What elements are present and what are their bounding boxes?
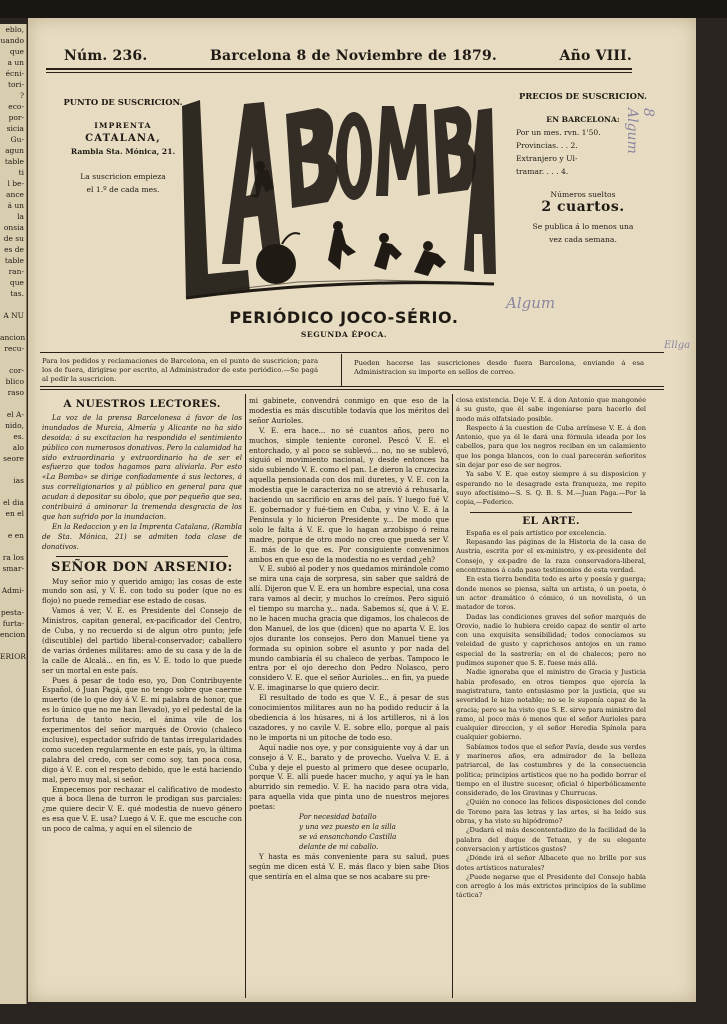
previous-page-fragment: ancion — [0, 333, 26, 342]
previous-page-fragment: recu- — [4, 344, 24, 353]
previous-page-fragment: eblo, — [5, 25, 24, 34]
prices-heading: PRECIOS DE SUSCRICION. — [519, 91, 647, 101]
arte-paragraph-10: ¿Puede negarse que el Presidente del Consejo habla con arreglo á los más extrictos principios de la sublime táctica? — [456, 872, 646, 900]
column-divider-1 — [245, 394, 246, 998]
column-2 — [249, 396, 449, 998]
logo-letter-a — [222, 102, 282, 264]
logo-letter-m — [376, 104, 430, 196]
imprenta-label: IMPRENTA — [94, 121, 152, 130]
previous-page-fragment: ran- — [8, 267, 24, 276]
previous-page-fragment — [0, 299, 24, 310]
arte-paragraph-6: Sabíamos todos que el señor Pavía, desde sus verdes y marineros años, era admirador de la belleza patriarcal, de las costumbres y de la consecuencia política; principios artísticos que no ha podido borrar el tiempo en el ilustre sucesor, oficial ó hiperbólicamente considerado, de los Gravinas y Churrucas. — [456, 742, 646, 798]
previous-page-fragment: pesta- — [0, 608, 24, 617]
figure-3-icon — [414, 250, 446, 276]
previous-page-fragment: ERIOR — [0, 652, 26, 661]
logo-letter-b2 — [434, 106, 476, 194]
subscription-start-2: el 1.º de cada mes. — [86, 185, 160, 194]
previous-page-fragment — [0, 486, 24, 497]
heading-senor-don-arsenio: SEÑOR DON ARSENIO: — [51, 559, 233, 575]
previous-page-fragment: agun — [5, 146, 24, 155]
previous-page-fragment: Admi- — [1, 586, 24, 595]
previous-page-fragment: ance — [6, 190, 24, 199]
arsenio-paragraph-1: Muy señor mio y querido amigo; las cosas de este mundo son así, y V. E. con todo su poder (que no es flojo) no puede remediar ese estado de cosas. — [42, 576, 242, 606]
notice-left: Para los pedidos y reclamaciones de Barcelona, en el punto de suscricion; para los de fuera, dirigirse por escrito, al Administrador de este periódico.—Se pagá al pedir la suscricion. — [42, 357, 318, 383]
arte-paragraph-4: Dadas las condiciones graves del señor marqués de Orovio, nadie lo hubiera creido capaz de sentir el arte con una exquisita sensibilidad; todos conocíamos su veleidad de gusto y caprichosos antojos en un ramo especial de la sastrería; en el de chalecos; pero no pudimos suponer que S. E. fuese más allá. — [456, 612, 646, 668]
arte-paragraph-1: España es el país artístico por excelencia. — [466, 528, 607, 537]
column-2-paragraph-6: Y hasta es más conveniente para su salud, pues según me dicen está V. E. más flaco y bien sabe Dios que sentiría en el alma que se nos acabare su pre- — [249, 851, 449, 881]
single-copy-price: 2 cuartos. — [541, 199, 625, 215]
masthead-top-line — [64, 48, 632, 64]
previous-page-fragment: ti — [18, 168, 24, 177]
top-dark-edge — [0, 0, 727, 18]
previous-page-fragment: el dia — [3, 498, 24, 507]
previous-page-fragment — [0, 321, 24, 332]
handwritten-note-1: Algum — [506, 294, 556, 312]
verse-line-2: y una vez puesto en la silla — [299, 821, 396, 831]
place-date: Barcelona 8 de Noviembre de 1879. — [210, 48, 497, 64]
arte-paragraph-8: ¿Dudará el más descontentadizo de la facilidad de la palabra del duque de Tetuan, y de su elegante conversacion y artísticos gustos? — [456, 826, 646, 853]
column-1-separator — [56, 556, 228, 557]
previous-page-fragments — [0, 24, 26, 662]
column-3-signature: Ya sabe V. E. que estoy siempre á su disposicion y esperando no le desagrade esta franqueza, me repito suyo afectísimo—S. S. Q. B. S. M.—Juan Paga.—Por la copia,—Federico. — [456, 470, 646, 507]
la-bomba-logo — [178, 84, 498, 306]
publication-frequency-2: vez cada semana. — [549, 235, 617, 244]
notice-bottom-rule — [40, 386, 664, 387]
previous-page-fragment: encion — [0, 630, 26, 639]
periodico-subtitle: PERIÓDICO JOCO-SÉRIO. — [229, 308, 459, 327]
previous-page-fragment — [0, 398, 24, 409]
previous-page-fragment: tas. — [10, 289, 24, 298]
column-1 — [42, 396, 242, 998]
previous-page-fragment: por- — [8, 113, 24, 122]
arsenio-paragraph-2: Vamos á ver, V. E. es Presidente del Consejo de Ministros, capitan general, ex-pacificador del Centro, de Cuba, y no recuerdo si de algun otro punto; jefe (discutible) del partido liberal-conservador; caballero de varias órdenes militares: amo de su casa y de la de la calle de Alcalá... en fin, es V. E. todo lo que puede ser un mortal en este país. — [42, 606, 242, 675]
verse-line-3: se vá ensanchando Castilla — [299, 831, 397, 841]
column-2-paragraph-5: Aquí nadie nos oye, y por consiguiente voy á dar un consejo á V. E., barato y de provecho. Vuelva V. E. á Cuba y deje el puesto al primero que desee ocuparlo, porque V. E. allí puede hacer mucho, y aquí ya le han aburrido sin remedio. V. E. ha nacido para otra vida, para aquella vida que pinta uno de nuestros mejores poetas: — [249, 742, 449, 812]
previous-page-fragment — [0, 640, 24, 651]
notice-divider — [341, 354, 342, 386]
column-2-paragraph-3: V. E. subió al poder y nos quedamos mirándole como se mira una caja de sorpresa, sin saber que saldrá de allí. Dijeron que V. E. era un hombre especial, una cosa rara vamos al decir, y muchos lo creímos. Pero siguió el tiempo su marcha y... nada. Sabemos sí, que á V. E. no le hacen mucha gracia que digamos, los chalecos de don Manuel, de los que (dicen) que no aparta V. E. los ojos durante los consejos. Pero don Manuel tiene ya formada su opinion sobre el asunto y por nada del mundo cambiaría él su chaleco de yerbas. Tampoco le entra por el ojo derecho don Pedro Nolasco, pero considero V. E. que el señor Aurioles... en fin, ya puede V. E. imaginarse lo que quiero decir. — [249, 564, 449, 693]
imprenta-address: Rambla Sta. Mónica, 21. — [70, 147, 176, 156]
masthead-rule — [46, 68, 632, 70]
segunda-epoca: SEGUNDA ÉPOCA. — [300, 330, 388, 339]
verse-line-1: Por necesidad batallo — [299, 812, 377, 822]
figure-2-icon — [374, 242, 402, 270]
handwritten-note-3: Ellga — [664, 340, 691, 351]
numeros-sueltos: Números sueltos — [550, 190, 616, 199]
subscription-point-heading: PUNTO DE SUSCRICION. — [63, 97, 183, 107]
previous-page-fragment: raso — [7, 388, 24, 397]
previous-page-fragment: alo — [12, 443, 24, 452]
previous-page-fragment: eco- — [8, 102, 24, 111]
previous-page-fragment: onsia — [3, 223, 24, 232]
previous-page-fragment: furta- — [2, 619, 24, 628]
previous-page-fragment: sicia — [6, 124, 24, 133]
previous-page-fragment: uando — [0, 36, 24, 45]
previous-page-fragment: ias — [13, 476, 24, 485]
previous-page-fragment: Gu- — [10, 135, 24, 144]
column-3-paragraph-2: Respecto á la cuestion de Cuba arrímese V. E. á don Antonio, que ya él le dará una fórmula ideada por los cabellos, para que los negros reciban en un calamiento que los ponga blancos, con lo cual parecerán señoritos sin dejar por eso de ser negros. — [456, 423, 646, 470]
masthead-rule-thin — [46, 72, 632, 73]
handwritten-note-2: 8 Algum — [624, 108, 656, 154]
previous-page-fragment: a un — [7, 58, 24, 67]
previous-page-edge — [0, 24, 27, 1004]
previous-page-fragment: que — [9, 47, 24, 56]
price-row-4: tramar. . . . 4. — [516, 167, 569, 176]
previous-page-fragment: tori- — [7, 80, 24, 89]
subscription-point-box — [48, 96, 198, 196]
column-3-separator — [470, 512, 632, 513]
previous-page-fragment: nido, — [5, 421, 24, 430]
column-3-paragraph-1: ciosa existencia. Deje V. E. á don Antonio que mangonée á su gusto, que él sabe ingeniarse para hacerlo del modo más olfatsiado posible. — [456, 396, 646, 423]
arsenio-paragraph-3: Pues á pesar de todo eso, yo, Don Contribuyente Español, ó Juan Pagá, que no tengo sobre que caerme muerto (de lo que doy á V. E. mi palabra de honor, que es lo único que no me han llevado), yo el pedestal de la fortuna de tanto necio, el ánima vile de los experimentos del señor marqués de Orovio (chaleco inclusive), espectador sufrido de tantas irregularidades como suceden regularmente en este país, yo, la última palabra del credo, con ser como soy, tan poca cosa, digo á V. E. con el respeto debido, que le está haciendo mal, pero muy mal, si señor. — [42, 675, 242, 784]
previous-page-fragment: es de — [4, 245, 24, 254]
issue-number: Núm. 236. — [64, 48, 148, 64]
price-row-2: Provincias. . . 2. — [516, 141, 578, 150]
previous-page-fragment: que — [9, 278, 24, 287]
subscription-start-1: La suscricion empieza — [80, 172, 166, 181]
prices-city: EN BARCELONA: — [546, 115, 620, 124]
previous-page-fragment — [0, 519, 24, 530]
previous-page-fragment — [0, 541, 24, 552]
column-3 — [456, 396, 646, 998]
previous-page-fragment: ? — [19, 91, 24, 100]
previous-page-fragment: écni- — [5, 69, 24, 78]
previous-page-fragment: en el — [5, 509, 24, 518]
figure-1-icon — [328, 230, 356, 270]
price-row-3: Extranjero y Ul- — [516, 154, 578, 163]
logo-letter-b — [286, 108, 338, 208]
column-2-paragraph-4: El resultado de todo es que V. E., á pesar de sus conocimientos militares aun no ha podido reducir á la obediencia á los húsares, ni á los artilleros, ni á los cazadores, y no cavile V. E. sobre ello, porque al país no le importa ni un pitoche de todo eso. — [249, 693, 449, 742]
previous-page-fragment: cor- — [9, 366, 24, 375]
arsenio-paragraph-4: Empecemos por rechazar el calificativo de modesto que á boca llena de turron le prodigan sus parciales: ¿me quiere decir V. E. qué modestia de nuevo género es esa que V. E. usa? Luego á V. E. que me escuche con un poco de calma, y aquí en el silencio de — [42, 784, 242, 834]
column-2-paragraph-2: V. E. era hace... no sé cuantos años, pero no muchos, simple teniente coronel. Pescó V. E. el entorchado, y al poco se sublevó... no, no se sublevó, siguió el movimiento nacional, y desde entonces ha sido subiendo V. E. como el pan. Le dieron la cruzeciza aquella pensionada con dos mil duretes, y V. E. con la modestia que le caracteriza no se atrevió á rehusarla, haciendo un sacrificio en aras del país. Y luego fué V. E. gobernador y fué-tiem en Cuba, y vino V. E. á la Península y lo hicieron Presidente y... De modo que solo le falta á V. E. que lo hagan arzobispo ó reina madre, porque de otro modo no creo que pueda ser V. E. más de lo que es. Por consiguiente convenimos ambos en que eso de la modestia no es verdad ¿eh? — [249, 425, 449, 564]
notice-right: Pueden hacerse las suscriciones desde fuera Barcelona, enviando á esa Administracion su importe en sellos de correo. — [354, 359, 644, 376]
previous-page-fragment: ra los — [2, 553, 24, 562]
previous-page-fragment: el A- — [6, 410, 24, 419]
heading-el-arte: EL ARTE. — [522, 514, 580, 527]
arte-paragraph-5: Nadie ignoraba que el ministro de Gracia y Justicia había profesado, en otros tiempos que ejercía la magistratura, tanto entusiasmo por la justicia, que su severidad le hizo notable; no se le suponía capaz de la gracia; pero se ha visto que S. E. sirve para ministro del ramo, al poco más ó menos que el señor Aurioles para cualquier direccion, y el señor Heredia Spínola para cualquier gobierno. — [456, 668, 646, 742]
column-divider-2 — [452, 394, 453, 998]
previous-page-fragment: seore — [3, 454, 24, 463]
arte-paragraph-2: Repasando las páginas de la Historia de la casa de Austria, escrita por el ex-ministro, y ex-presidente del Consejo, y ex-padre de la raza conservadora-liberal, encontramos á cada paso testimonios de esta verdad. — [456, 538, 646, 575]
price-row-1: Por un mes. rvn. 1'50. — [516, 128, 601, 137]
previous-page-fragment — [0, 596, 24, 607]
previous-page-fragment: table — [4, 157, 24, 166]
previous-page-fragment: de su — [3, 234, 24, 243]
previous-page-fragment: l be- — [7, 179, 24, 188]
arte-paragraph-9: ¿Dónde irá el señor Albacete que no brille por sus dotes artísticos naturales? — [456, 854, 646, 872]
notice-bottom-rule-2 — [40, 389, 664, 390]
previous-page-fragment: table — [4, 256, 24, 265]
previous-page-fragment: la — [17, 212, 24, 221]
previous-page-fragment — [0, 464, 24, 475]
previous-page-fragment: e en — [7, 531, 24, 540]
lectores-paragraph-1: La voz de la prensa Barcelonesa á favor de los inundados de Murcia, Almería y Alicante no ha sido desoida: á su excitacion ha respondido el sentimiento público con numerosos donativos. Pero la calamidad ha sido extraordinaria y extraordinario ha de ser el esfuerzo que todos hagamos para aliviarla. Por esto «La Bomba» se dirige confiadamente á sus lectores, á sus correligionarios y al público en general para que acudan á depositar su óbolo, que por pequeño que sea, contribuirá á aminorar la tremenda desgracia de los que han sufrido por la inundacion. — [42, 412, 242, 521]
previous-page-fragment: smar- — [2, 564, 24, 573]
imprenta-name: CATALANA, — [85, 133, 161, 144]
arte-paragraph-3: En esta tierra bendita todo es arte y poesía y guerga; donde menos se piensa, salta un artista, ó un poeta, ó un actor dramático ó cómico, ó un novelista, ó un matador de toros. — [456, 575, 646, 612]
bomb-icon — [256, 244, 296, 284]
notice-top-rule — [40, 352, 664, 353]
previous-page-fragment: A NU — [3, 311, 24, 320]
newspaper-page — [28, 18, 696, 1002]
previous-page-fragment: blico — [5, 377, 24, 386]
previous-page-fragment: á un — [7, 201, 24, 210]
verse-line-4: delante de mi caballo. — [299, 841, 379, 851]
arte-paragraph-7: ¿Quién no conoce las felices disposiciones del conde de Toreno para las letras y las artes, si ha leído sus obras, y ha visto su hipódromo? — [456, 798, 646, 826]
heading-a-nuestros-lectores: A NUESTROS LECTORES. — [63, 398, 221, 410]
previous-page-fragment — [0, 354, 24, 365]
year-volume: Año VIII. — [559, 48, 632, 64]
column-2-paragraph-1: mi gabinete, convendrá conmigo en que eso de la modestia es más discutible todavía que los méritos del señor Aurioles. — [249, 396, 449, 425]
publication-frequency-1: Se publica á lo menos una — [532, 222, 634, 231]
previous-page-fragment — [0, 574, 24, 585]
lectores-paragraph-2: En la Redaccion y en la Imprenta Catalana, (Rambla de Sta. Mónica, 21) se admiten toda clase de donativos. — [42, 521, 242, 551]
previous-page-fragment: es. — [13, 432, 24, 441]
